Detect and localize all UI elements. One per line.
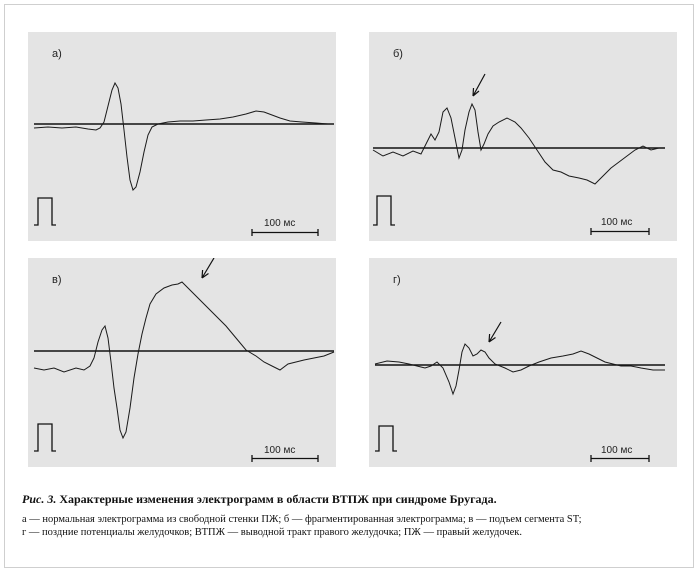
figure-number: Рис. 3.: [22, 492, 57, 506]
arrow-c: [202, 258, 214, 278]
calibration-pulse-b: [373, 196, 395, 225]
scale-bar-c: [252, 455, 318, 462]
panel-label-c: в): [52, 274, 62, 286]
trace-a: [34, 83, 334, 190]
arrow-d: [489, 322, 501, 342]
trace-c: [34, 282, 334, 438]
scale-bar-a: [252, 229, 318, 236]
panel-label-b: б): [393, 48, 403, 60]
trace-d: [375, 344, 665, 394]
scale-label-d: 100 мс: [601, 445, 633, 456]
panel-c: [28, 258, 336, 467]
scale-label-c: 100 мс: [264, 445, 296, 456]
legend-line-1: а — нормальная электрограмма из свободной стенки ПЖ; б — фрагментированная электрограмма; в — подъем сегмента ST;: [22, 514, 582, 525]
caption-title: [22, 492, 682, 507]
calibration-pulse-a: [34, 198, 56, 225]
panel-a: [28, 32, 336, 241]
figure-caption: [22, 492, 682, 539]
electrogram-a: [28, 32, 336, 241]
panel-b: [369, 32, 677, 241]
figure-title: Характерные изменения электрограмм в области ВТПЖ при синдроме Бругада.: [59, 492, 497, 506]
calibration-pulse-d: [375, 426, 397, 451]
calibration-pulse-c: [34, 424, 56, 451]
panel-d: [369, 258, 677, 467]
electrogram-d: [369, 258, 677, 467]
scale-bar-d: [591, 455, 649, 462]
scale-label-a: 100 мс: [264, 218, 296, 229]
electrogram-c: [28, 258, 336, 467]
scale-bar-b: [591, 228, 649, 235]
panel-label-d: г): [393, 274, 401, 286]
electrogram-b: [369, 32, 677, 241]
arrow-b: [473, 74, 485, 96]
scale-label-b: 100 мс: [601, 217, 633, 228]
trace-b: [373, 104, 659, 184]
panel-label-a: а): [52, 48, 62, 60]
legend-line-2: г — поздние потенциалы желудочков; ВТПЖ — выводной тракт правого желудочка; ПЖ — правый желудочек.: [22, 527, 522, 538]
